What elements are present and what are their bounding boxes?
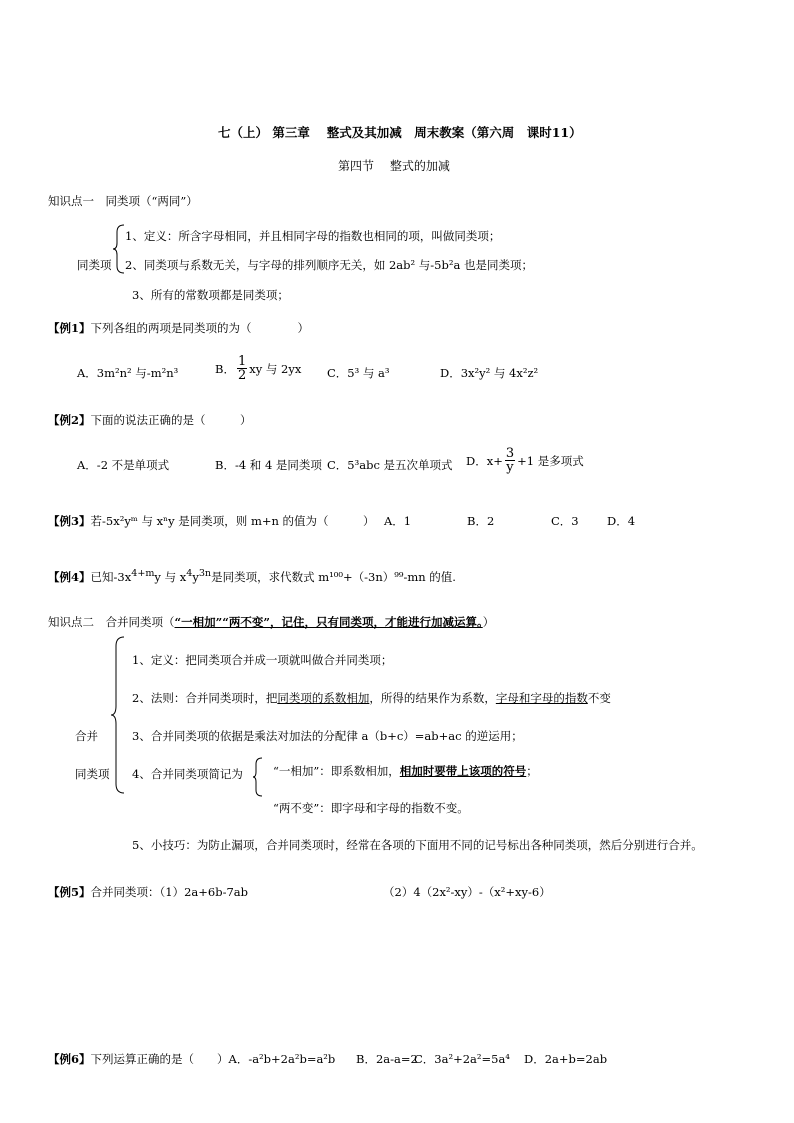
example-6	[48, 1051, 335, 1067]
example-tag: 【例2】	[48, 413, 91, 427]
example-stem: 已知-3x	[90, 569, 132, 584]
example-stem: 下列各组的两项是同类项的为（ ）	[90, 321, 310, 335]
example-4	[48, 568, 456, 585]
section-title: 第四节 整式的加减	[338, 159, 450, 173]
kp2-item: 4、合并同类项简记为	[132, 767, 243, 781]
item-text: 2、法则：合并同类项时，把	[132, 691, 278, 705]
kp2-item: 3、合并同类项的依据是乘法对加法的分配律 a（b+c）=ab+ac 的逆运用；	[132, 729, 523, 743]
heading-emphasis: “一相加”“两不变”，记住，只有同类项，才能进行加减运算。	[174, 615, 483, 629]
option-prefix: B．	[215, 361, 235, 376]
kp1-item: 3、所有的常数项都是同类项；	[132, 288, 289, 302]
example-stem: 下列运算正确的是（ ）A．-a²b+2a²b=a²b	[90, 1052, 336, 1066]
item-emphasis: 同类项的系数相加	[277, 691, 370, 705]
item-emphasis: 相加时要带上该项的符号	[399, 764, 527, 778]
kp2-label: 同类项	[75, 767, 110, 781]
example-tag: 【例6】	[48, 1052, 91, 1066]
ex1-option-c: C．5³ 与 a³	[327, 366, 390, 380]
kp1-item: 2、同类项与系数无关，与字母的排列顺序无关，如 2ab² 与-5b²a 也是同类项；	[125, 258, 533, 272]
exponent: 4+m	[131, 568, 155, 579]
heading-text: ）	[482, 615, 495, 629]
kp1-heading: 知识点一 同类项（“两同”）	[48, 194, 198, 208]
fraction-numerator: 1	[237, 354, 247, 369]
example-stem: 下面的说法正确的是（ ）	[90, 413, 252, 427]
option-text: +1 是多项式	[517, 453, 584, 468]
fraction-denominator: y	[506, 460, 514, 475]
kp2-sub-item	[273, 763, 538, 779]
fraction-denominator: 2	[237, 368, 247, 383]
ex3-option-c: C．3	[551, 514, 579, 528]
exponent: 3n	[198, 568, 212, 579]
fraction-numerator: 3	[505, 446, 515, 461]
page-title: 七（上） 第三章 整式及其加减 周末教案（第六周 课时11）	[218, 125, 582, 140]
fraction	[505, 447, 515, 474]
ex6-option-d: D．2a+b=2ab	[524, 1052, 608, 1066]
example-1	[48, 320, 309, 336]
item-text: ；	[526, 764, 538, 778]
example-tag: 【例4】	[48, 569, 91, 584]
kp1-label: 同类项	[77, 258, 112, 272]
kp2-brace	[110, 636, 126, 794]
option-prefix: D．x+	[466, 453, 503, 468]
ex6-option-b: B．2a-a=2	[356, 1052, 418, 1066]
heading-text: 知识点二 合并同类项（	[48, 615, 175, 629]
kp1-item: 1、定义：所含字母相同，并且相同字母的指数也相同的项，叫做同类项；	[125, 229, 501, 243]
ex5-part-2: （2）4（2x²-xy）-（x²+xy-6）	[383, 885, 551, 899]
item-text: “一相加”：即系数相加，	[273, 764, 400, 778]
ex1-option-d: D．3x²y² 与 4x²z²	[440, 366, 539, 380]
fraction	[237, 355, 247, 382]
ex1-option-b	[215, 355, 301, 382]
kp2-heading	[48, 614, 494, 630]
kp2-label: 合并	[75, 729, 98, 743]
example-stem: y	[192, 569, 199, 584]
exponent: 4	[186, 568, 193, 579]
option-text: xy 与 2yx	[249, 361, 302, 376]
ex3-option-a: A．1	[384, 514, 412, 528]
ex2-option-c: C．5³abc 是五次单项式	[327, 458, 453, 472]
example-tag: 【例1】	[48, 321, 91, 335]
item-emphasis: 字母和字母的指数	[495, 691, 588, 705]
kp1-brace	[112, 224, 126, 274]
item-text: 不变	[587, 691, 611, 705]
example-stem: y 与 x	[154, 569, 187, 584]
example-2	[48, 412, 252, 428]
example-stem: 合并同类项：（1）2a+6b-7ab	[90, 885, 248, 899]
ex3-option-b: B．2	[467, 514, 495, 528]
item-text: ，所得的结果作为系数，	[369, 691, 496, 705]
kp2-item	[132, 690, 611, 706]
example-tag: 【例3】	[48, 514, 91, 528]
example-5	[48, 884, 248, 900]
ex1-option-a: A．3m²n² 与-m²n³	[77, 366, 179, 380]
kp2-sub-item: “两不变”：即字母和字母的指数不变。	[273, 801, 469, 815]
example-3	[48, 513, 375, 529]
ex2-option-b: B．-4 和 4 是同类项	[215, 458, 322, 472]
example-stem: 若-5x²yᵐ 与 xⁿy 是同类项，则 m+n 的值为（ ）	[90, 514, 375, 528]
example-tag: 【例5】	[48, 885, 91, 899]
ex6-option-c: C．3a²+2a²=5a⁴	[414, 1052, 510, 1066]
kp2-item: 1、定义：把同类项合并成一项就叫做合并同类项；	[132, 653, 393, 667]
ex3-option-d: D．4	[607, 514, 636, 528]
example-stem: 是同类项，求代数式 m¹⁰⁰+（-3n）⁹⁹-mn 的值.	[211, 569, 456, 584]
ex2-option-a: A．-2 不是单项式	[77, 458, 170, 472]
kp2-sub-brace	[252, 757, 264, 797]
kp2-item: 5、小技巧：为防止漏项，合并同类项时，经常在各项的下面用不同的记号标出各种同类项，然后分别进行合并。	[132, 838, 703, 852]
ex2-option-d	[466, 447, 584, 474]
